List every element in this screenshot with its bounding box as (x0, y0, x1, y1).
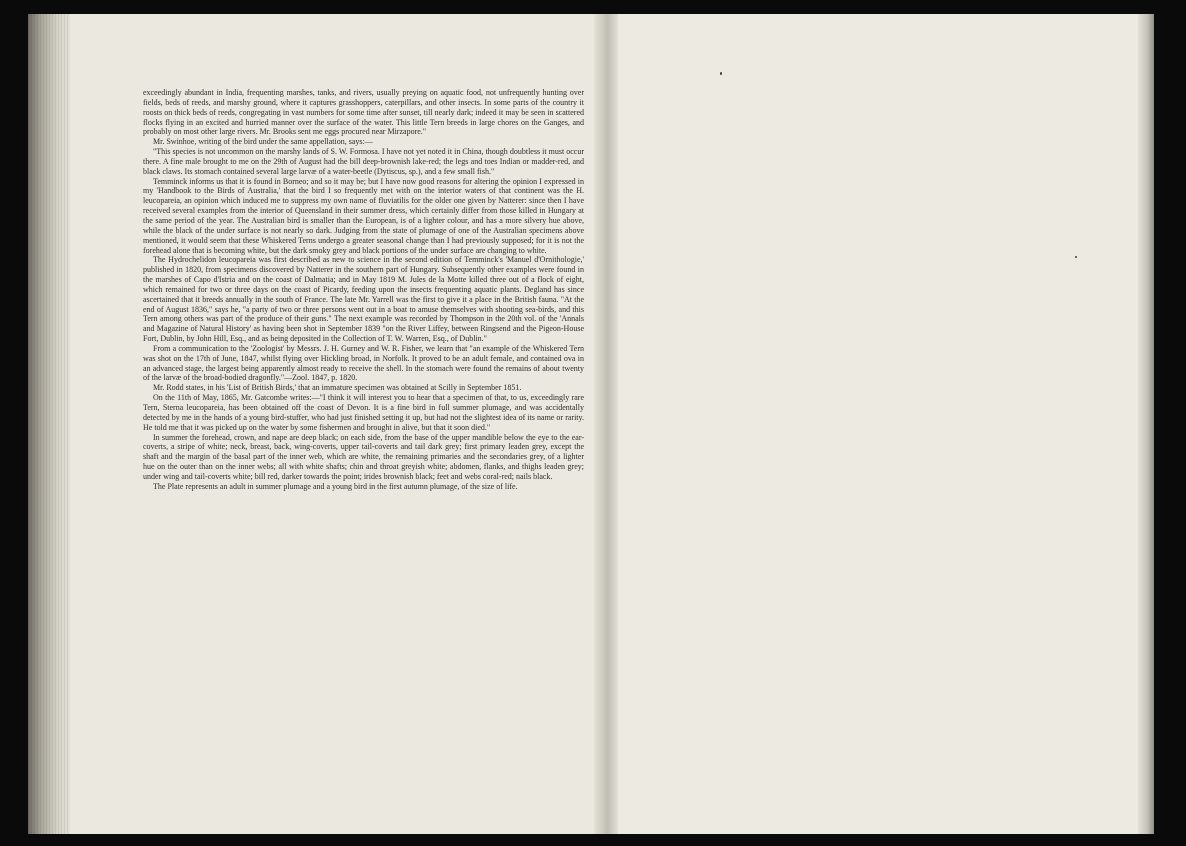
paper-speck (1075, 256, 1077, 258)
paper-speck (720, 72, 722, 75)
paragraph: "This species is not uncommon on the marshy lands of S. W. Formosa. I have not yet noted it in China, though doubtless it must occur there. A fine male brought to me on the 29th of August had the bill deep-brownish lake-red; the legs and toes Indian or madder-red, and black claws. Its stomach contained several large larvæ of a water-beetle (Dytiscus, sp.), and a few small fish." (143, 147, 584, 176)
paragraph: exceedingly abundant in India, frequenting marshes, tanks, and rivers, usually preying on aquatic food, not unfrequently hunting over fields, beds of reeds, and marshy ground, where it captures grasshoppers, caterpillars, and other insects. In some parts of the country it roosts on thick beds of reeds, congregating in vast numbers for some time after sunset, till nearly dark; indeed it may be seen in scattered flocks flying in an excited and hurried manner over the surface of the water. This little Tern breeds in large chores on the Ganges, and probably on most other large rivers. Mr. Brooks sent me eggs procured near Mirzapore." (143, 88, 584, 137)
right-page-stack-edge (1138, 14, 1154, 834)
paragraph: On the 11th of May, 1865, Mr. Gatcombe writes:—"I think it will interest you to hear that a specimen of that, to us, exceedingly rare Tern, Sterna leucopareia, has been obtained off the coast of Devon. It is a fine bird in full summer plumage, and was accidentally detected by me in the hands of a young bird-stuffer, who had just finished setting it up, but had not the slightest idea of its name or rarity. He told me that it was picked up on the water by some fishermen and brought in alive, but that it soon died." (143, 393, 584, 432)
book-gutter (594, 14, 618, 834)
paragraph: Temminck informs us that it is found in Borneo; and so it may be; but I have now good reasons for altering the opinion I expressed in my 'Handbook to the Birds of Australia,' that the bird I so frequently met with on the interior waters of that continent was the H. leucopareia, an opinion which induced me to suppress my own name of fluviatilis for the older one given by Natterer: since then I have received several examples from the interior of Queensland in their summer dress, which certainly differ from those killed in Hungary at the same period of the year. The Australian bird is smaller than the European, is of a lighter colour, and has a more silvery hue above, while the black of the under surface is not nearly so dark. Judging from the state of plumage of one of the Australian specimens above mentioned, it would seem that these Whiskered Terns undergo a greater seasonal change than I had previously supposed; for it is not the forehead alone that is becoming white, but the dark smoky grey and black portions of the under surface are changing to white. (143, 176, 584, 255)
right-page-blank (618, 14, 1138, 834)
paragraph: Mr. Rodd states, in his 'List of British Birds,' that an immature specimen was obtained at Scilly in September 1851. (153, 383, 522, 393)
paragraph: In summer the forehead, crown, and nape are deep black; on each side, from the base of the upper mandible below the eye to the ear-coverts, a stripe of white; neck, breast, back, wing-coverts, upper tail-coverts and tail dark grey; first primary leaden grey, except the shaft and the margin of the basal part of the inner web, which are white, the remaining primaries and the secondaries grey, of a lighter hue on the outer than on the inner webs; all with white shafts; chin and throat greyish white; abdomen, flanks, and thighs leaden grey; under wing and tail-coverts white; bill red, darker towards the point; irides brownish black; feet and webs coral-red; nails black. (143, 432, 584, 481)
paragraph: The Hydrochelidon leucopareia was first described as new to science in the second edition of Temminck's 'Manuel d'Ornithologie,' published in 1820, from specimens discovered by Natterer in the southern part of Hungary. Subsequently other examples were found in the marshes of Capo d'Istria and on the coast of Dalmatia; and in May 1819 M. Jules de la Motte killed three out of a flock of eight, which remained for two or three days on the coast of Picardy, feeding upon the insects frequenting aquatic plants. Degland has since ascertained that it breeds annually in the south of France. The late Mr. Yarrell was the first to give it a place in the British fauna. "At the end of August 1836," says he, "a party of two or three persons went out in a boat to amuse themselves with shooting sea-birds, and this Tern among others was part of the produce of their guns." The next example was recorded by Thompson in the 20th vol. of the 'Annals and Magazine of Natural History' as having been shot in September 1839 "on the River Liffey, between Ringsend and the Pigeon-House Fort, Dublin, by John Hill, Esq., and as being deposited in the Collection of T. W. Warren, Esq., of Dublin." (143, 255, 584, 344)
paragraph: From a communication to the 'Zoologist' by Messrs. J. H. Gurney and W. R. Fisher, we learn that "an example of the Whiskered Tern was shot on the 17th of June, 1847, whilst flying over Hickling broad, in Norfolk. It proved to be an adult female, and contained ova in an advanced stage, the largest being apparently almost ready to receive the shell. In the stomach were found the remains of about twenty of the larvæ of the broad-bodied dragonfly."—Zool. 1847, p. 1820. (143, 343, 584, 383)
paragraph: The Plate represents an adult in summer plumage and a young bird in the first autumn plumage, of the size of life. (153, 481, 518, 491)
paragraph: Mr. Swinhoe, writing of the bird under the same appellation, says:— (153, 137, 373, 147)
left-page-stack-edge (28, 14, 70, 834)
page-text (143, 88, 584, 688)
